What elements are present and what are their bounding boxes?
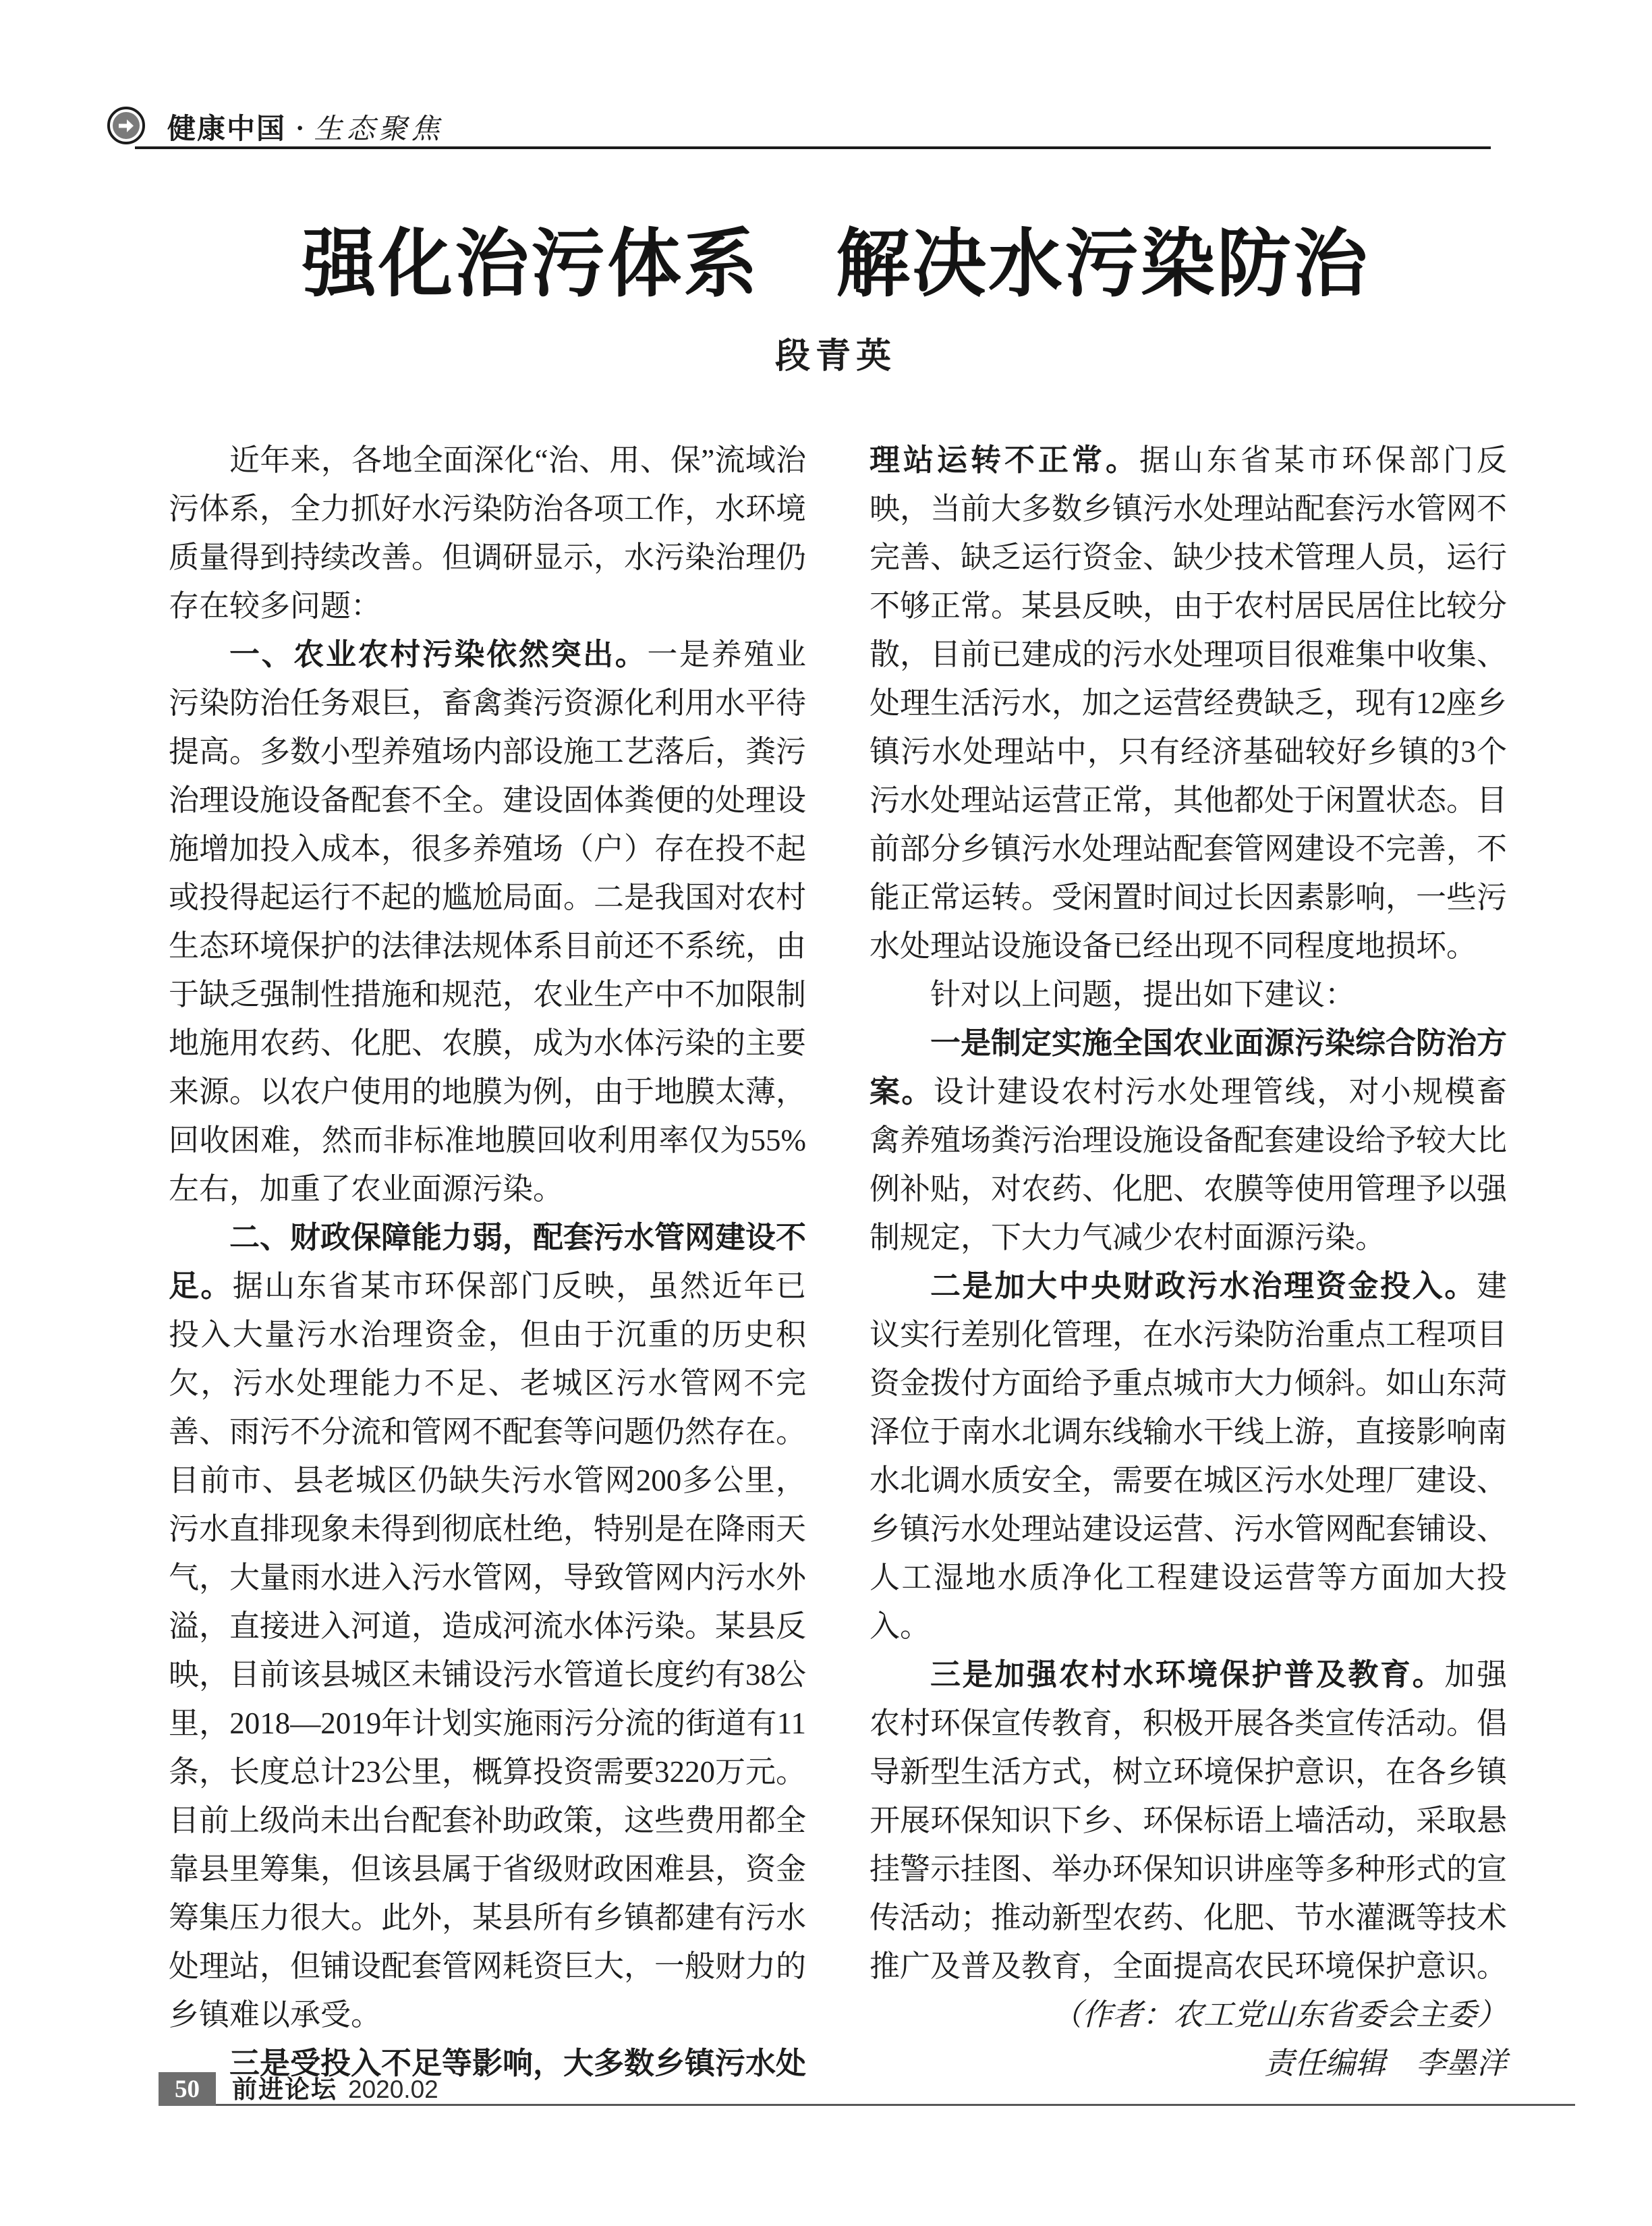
text-run: （作者：农工党山东省委会主委） xyxy=(1051,1998,1507,2032)
bold-text-run: 三是受投入不足等影响，大多数乡镇污水处 xyxy=(229,2046,807,2080)
text-run: 针对以上问题，提出如下建议： xyxy=(930,978,1356,1011)
paragraph xyxy=(870,970,1507,1019)
paragraph xyxy=(870,1991,1507,2039)
bold-text-run: 三是加强农村水环境保护普及教育。 xyxy=(930,1657,1445,1692)
header-subsection-title: 生态聚焦 xyxy=(314,114,444,145)
bold-text-run: 二是加大中央财政污水治理资金投入。 xyxy=(930,1269,1477,1303)
bold-text-run: 一、农业农村污染依然突出。 xyxy=(229,637,648,671)
article-author: 段青英 xyxy=(774,337,896,376)
paragraph xyxy=(870,436,1507,970)
text-run: 建议实行差别化管理，在水污染防治重点工程项目资金拨付方面给予重点城市大力倾斜。如山东菏泽位于南水北调东线输水干线上游，直接影响南水北调水质安全，需要在城区污水处理厂建设、乡镇污水处理站建设运营、污水管网配套铺设、人工湿地水质净化工程建设运营等方面加大投入。 xyxy=(870,1269,1508,1643)
arrow-right-circle-icon xyxy=(106,105,149,148)
footer-issue: 2020.02 xyxy=(348,2076,438,2103)
header-banner xyxy=(167,108,443,148)
header-separator: · xyxy=(295,113,305,143)
column-right xyxy=(870,436,1507,2088)
footer-journal-name: 前进论坛 xyxy=(232,2076,337,2103)
paragraph xyxy=(870,1262,1507,1650)
paragraph xyxy=(169,630,806,1213)
paragraph xyxy=(870,2039,1507,2088)
text-run: 一是养殖业污染防治任务艰巨，畜禽粪污资源化利用水平待提高。多数小型养殖场内部设施工艺落后，粪污治理设施设备配套不全。建设固体粪便的处理设施增加投入成本，很多养殖场（户）存在投不起或投得起运行不起的尴尬局面。二是我国对农村生态环境保护的法律法规体系目前还不系统，由于缺乏强制性措施和规范，农业生产中不加限制地施用农药、化肥、农膜，成为水体污染的主要来源。以农户使用的地膜为例，由于地膜太薄，回收困难，然而非标准地膜回收利用率仅为55%左右，加重了农业面源污染。 xyxy=(169,638,807,1206)
text-run: 设计建设农村污水处理管线，对小规模畜禽养殖场粪污治理设施设备配套建设给予较大比例补贴，对农药、化肥、农膜等使用管理予以强制规定，下大力气减少农村面源污染。 xyxy=(870,1075,1508,1254)
header-rule xyxy=(135,146,1491,149)
article-body xyxy=(169,436,1507,2088)
text-run: 近年来，各地全面深化“治、用、保”流域治污体系，全力抓好水污染防治各项工作，水环境质量得到持续改善。但调研显示，水污染治理仍存在较多问题： xyxy=(169,443,807,623)
footer-rule xyxy=(216,2104,1575,2106)
text-run: 加强农村环保宣传教育，积极开展各类宣传活动。倡导新型生活方式，树立环境保护意识，在各乡镇开展环保知识下乡、环保标语上墙活动，采取悬挂警示挂图、举办环保知识讲座等多种形式的宣传活动；推动新型农药、化肥、节水灌溉等技术推广及普及教育，全面提高农民环境保护意识。 xyxy=(870,1658,1508,1983)
bold-text-run: 理站运转不正常。 xyxy=(870,443,1139,477)
bold-text-run: 一是制定实施全国农业面源污染综合防治方案。 xyxy=(870,1026,1508,1109)
header-section-title: 健康中国 xyxy=(167,113,287,144)
column-left xyxy=(169,436,806,2088)
text-run: 据山东省某市环保部门反映，当前大多数乡镇污水处理站配套污水管网不完善、缺乏运行资金、缺少技术管理人员，运行不够正常。某县反映，由于农村居民居住比较分散，目前已建成的污水处理项目很难集中收集、处理生活污水，加之运营经费缺乏，现有12座乡镇污水处理站中，只有经济基础较好乡镇的3个污水处理站运营正常，其他都处于闲置状态。目前部分乡镇污水处理站配套管网建设不完善，不能正常运转。受闲置时间过长因素影响，一些污水处理站设施设备已经出现不同程度地损坏。 xyxy=(870,443,1508,963)
footer-page-number-box xyxy=(159,2072,216,2106)
paragraph xyxy=(870,1019,1507,1262)
paragraph xyxy=(169,436,806,630)
text-run: 据山东省某市环保部门反映，虽然近年已投入大量污水治理资金，但由于沉重的历史积欠，污水处理能力不足、老城区污水管网不完善、雨污不分流和管网不配套等问题仍然存在。目前市、县老城区仍缺失污水管网200多公里，污水直排现象未得到彻底杜绝，特别是在降雨天气，大量雨水进入污水管网，导致管网内污水外溢，直接进入河道，造成河流水体污染。某县反映，目前该县城区未铺设污水管道长度约有38公里，2018—2019年计划实施雨污分流的街道有11条，长度总计23公里，概算投资需要3220万元。目前上级尚未出台配套补助政策，这些费用都全靠县里筹集，但该县属于省级财政困难县，资金筹集压力很大。此外，某县所有乡镇都建有污水处理站，但铺设配套管网耗资巨大，一般财力的乡镇难以承受。 xyxy=(169,1269,807,2032)
paragraph xyxy=(870,1650,1507,1991)
article-title: 强化治污体系 解决水污染防治 xyxy=(302,223,1369,306)
footer-page-number: 50 xyxy=(175,2076,200,2103)
paragraph xyxy=(169,1213,806,2039)
text-run: 责任编辑 李墨洋 xyxy=(1263,2047,1507,2080)
bold-text-run: 二、财政保障能力弱，配套污水管网建设不足。 xyxy=(169,1220,807,1303)
